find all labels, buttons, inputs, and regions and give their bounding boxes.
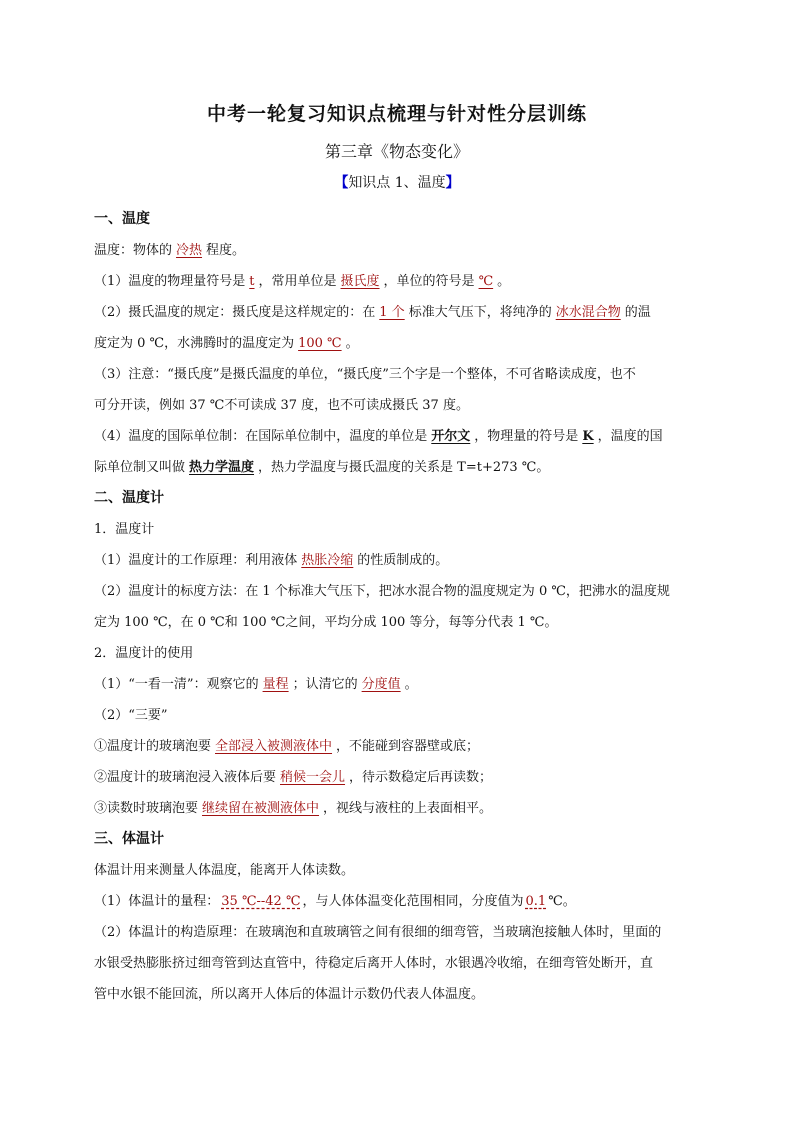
answer-blank: ℃ xyxy=(478,274,494,289)
text: （1）“一看一清”：观察它的 xyxy=(94,677,259,692)
paragraph-3-2-line-3: 管中水银不能回流，所以离开人体后的体温计示数仍代表人体温度。 xyxy=(94,987,485,1002)
paragraph-1-3-line-1: （3）注意：“摄氏度”是摄氏温度的单位，“摄氏度”三个字是一个整体，不可省略读成度，也不 xyxy=(94,367,636,382)
text: ，热力学温度与摄氏温度的关系是 T=t+273 ℃。 xyxy=(258,460,550,475)
answer-blank: 1 个 xyxy=(379,305,405,320)
section-heading-clinical-thermometer: 三、体温计 xyxy=(94,831,164,847)
paragraph-1-1 xyxy=(94,266,700,297)
clinical-thermometer-intro: 体温计用来测量人体温度，能离开人体读数。 xyxy=(94,863,355,878)
text: ①温度计的玻璃泡要 xyxy=(94,739,212,754)
text: ②温度计的玻璃泡浸入液体后要 xyxy=(94,770,277,785)
section-heading-thermometer: 二、温度计 xyxy=(94,490,164,506)
text: 际单位制又叫做 xyxy=(94,460,186,475)
text: 。 xyxy=(404,677,418,692)
bracket-close: 】 xyxy=(445,175,460,191)
paragraph-1-2-line-1 xyxy=(94,297,700,328)
text: （1）温度的物理量符号是 xyxy=(94,274,246,289)
text: （2）摄氏温度的规定：摄氏度是这样规定的：在 xyxy=(94,305,376,320)
paragraph-1-3-line-2: 可分开读，例如 37 ℃不可读成 37 度，也不可读成摄氏 37 度。 xyxy=(94,398,469,413)
answer-blank: 量程 xyxy=(262,677,289,692)
paragraph-3-2-line-2: 水银受热膨胀挤过细弯管到达直管中，待稳定后离开人体时，水银遇冷收缩，在细弯管处断开，直 xyxy=(94,956,654,971)
answer-blank: 继续留在被测液体中 xyxy=(202,801,320,816)
text: ℃。 xyxy=(548,894,576,909)
text: 程度。 xyxy=(206,243,246,258)
subheading-thermometer: 1．温度计 xyxy=(94,522,155,537)
answer-blank: 冰水混合物 xyxy=(555,305,621,320)
answer-blank: 100 ℃ xyxy=(298,336,342,351)
answer-blank: 开尔文 xyxy=(431,429,471,444)
text: 温度：物体的 xyxy=(94,243,173,258)
text: （4）温度的国际单位制：在国际单位制中，温度的单位是 xyxy=(94,429,428,444)
text: ，单位的符号是 xyxy=(383,274,475,289)
answer-blank: 热胀冷缩 xyxy=(301,553,354,568)
doc-title: 中考一轮复习知识点梳理与针对性分层训练 xyxy=(206,103,587,125)
text: 的性质制成的。 xyxy=(357,553,449,568)
text: ，温度的国 xyxy=(597,429,663,444)
answer-blank: 全部浸入被测液体中 xyxy=(215,739,333,754)
paragraph-2-4: （2）“三要” xyxy=(94,708,168,723)
text: 。 xyxy=(497,274,511,289)
answer-blank: t xyxy=(249,274,255,289)
text: ，与人体体温变化范围相同，分度值为 xyxy=(302,894,524,909)
subheading-thermometer-use: 2．温度计的使用 xyxy=(94,646,194,661)
answer-blank: 冷热 xyxy=(176,243,203,258)
text: ，物理量的符号是 xyxy=(474,429,579,444)
answer-blank: 稍候一会儿 xyxy=(280,770,346,785)
paragraph-3-2-line-1: （2）体温计的构造原理：在玻璃泡和直玻璃管之间有很细的细弯管，当玻璃泡接触人体时，里面的 xyxy=(94,925,662,940)
knowledge-point-title xyxy=(94,172,700,194)
paragraph-1-2-line-2 xyxy=(94,328,700,359)
paragraph-1-4-line-1 xyxy=(94,421,700,452)
text: ③读数时玻璃泡要 xyxy=(94,801,199,816)
text: ，不能碰到容器壁或底； xyxy=(336,739,480,754)
text: ；认清它的 xyxy=(292,677,358,692)
text: （1）体温计的量程： xyxy=(94,894,220,909)
paragraph-2-3 xyxy=(94,669,700,700)
section-heading-temperature: 一、温度 xyxy=(94,211,150,227)
text: ，待示数稳定后再读数； xyxy=(349,770,493,785)
answer-blank: 热力学温度 xyxy=(189,460,255,475)
rule-1 xyxy=(94,731,700,762)
answer-blank: K xyxy=(582,429,594,444)
text: 度定为 0 ℃，水沸腾时的温度定为 xyxy=(94,336,295,351)
document-page xyxy=(94,100,700,1010)
paragraph-1-4-line-2 xyxy=(94,452,700,483)
answer-blank: 摄氏度 xyxy=(340,274,380,289)
text: ，视线与液柱的上表面相平。 xyxy=(323,801,493,816)
temperature-definition xyxy=(94,235,700,266)
chapter-title: 第三章《物态变化》 xyxy=(324,142,469,161)
paragraph-2-2-line-1: （2）温度计的标度方法：在 1 个标准大气压下，把冰水混合物的温度规定为 0 ℃，把沸水的温度规 xyxy=(94,584,670,599)
paragraph-3-1 xyxy=(94,886,700,917)
answer-blank: 0.1 xyxy=(525,894,547,909)
paragraph-2-1 xyxy=(94,545,700,576)
text: （1）温度计的工作原理：利用液体 xyxy=(94,553,298,568)
rule-3 xyxy=(94,793,700,824)
text: ，常用单位是 xyxy=(258,274,337,289)
rule-2 xyxy=(94,762,700,793)
knowledge-point-text: 知识点 1、温度 xyxy=(348,175,446,191)
text: 标准大气压下，将纯净的 xyxy=(408,305,552,320)
text: 的温 xyxy=(624,305,651,320)
bracket-open: 【 xyxy=(334,175,349,191)
text: 。 xyxy=(345,336,359,351)
paragraph-2-2-line-2: 定为 100 ℃，在 0 ℃和 100 ℃之间，平均分成 100 等分，每等分代表 1 ℃。 xyxy=(94,615,558,630)
answer-blank: 分度值 xyxy=(361,677,401,692)
answer-blank: 35 ℃--42 ℃ xyxy=(221,894,301,909)
